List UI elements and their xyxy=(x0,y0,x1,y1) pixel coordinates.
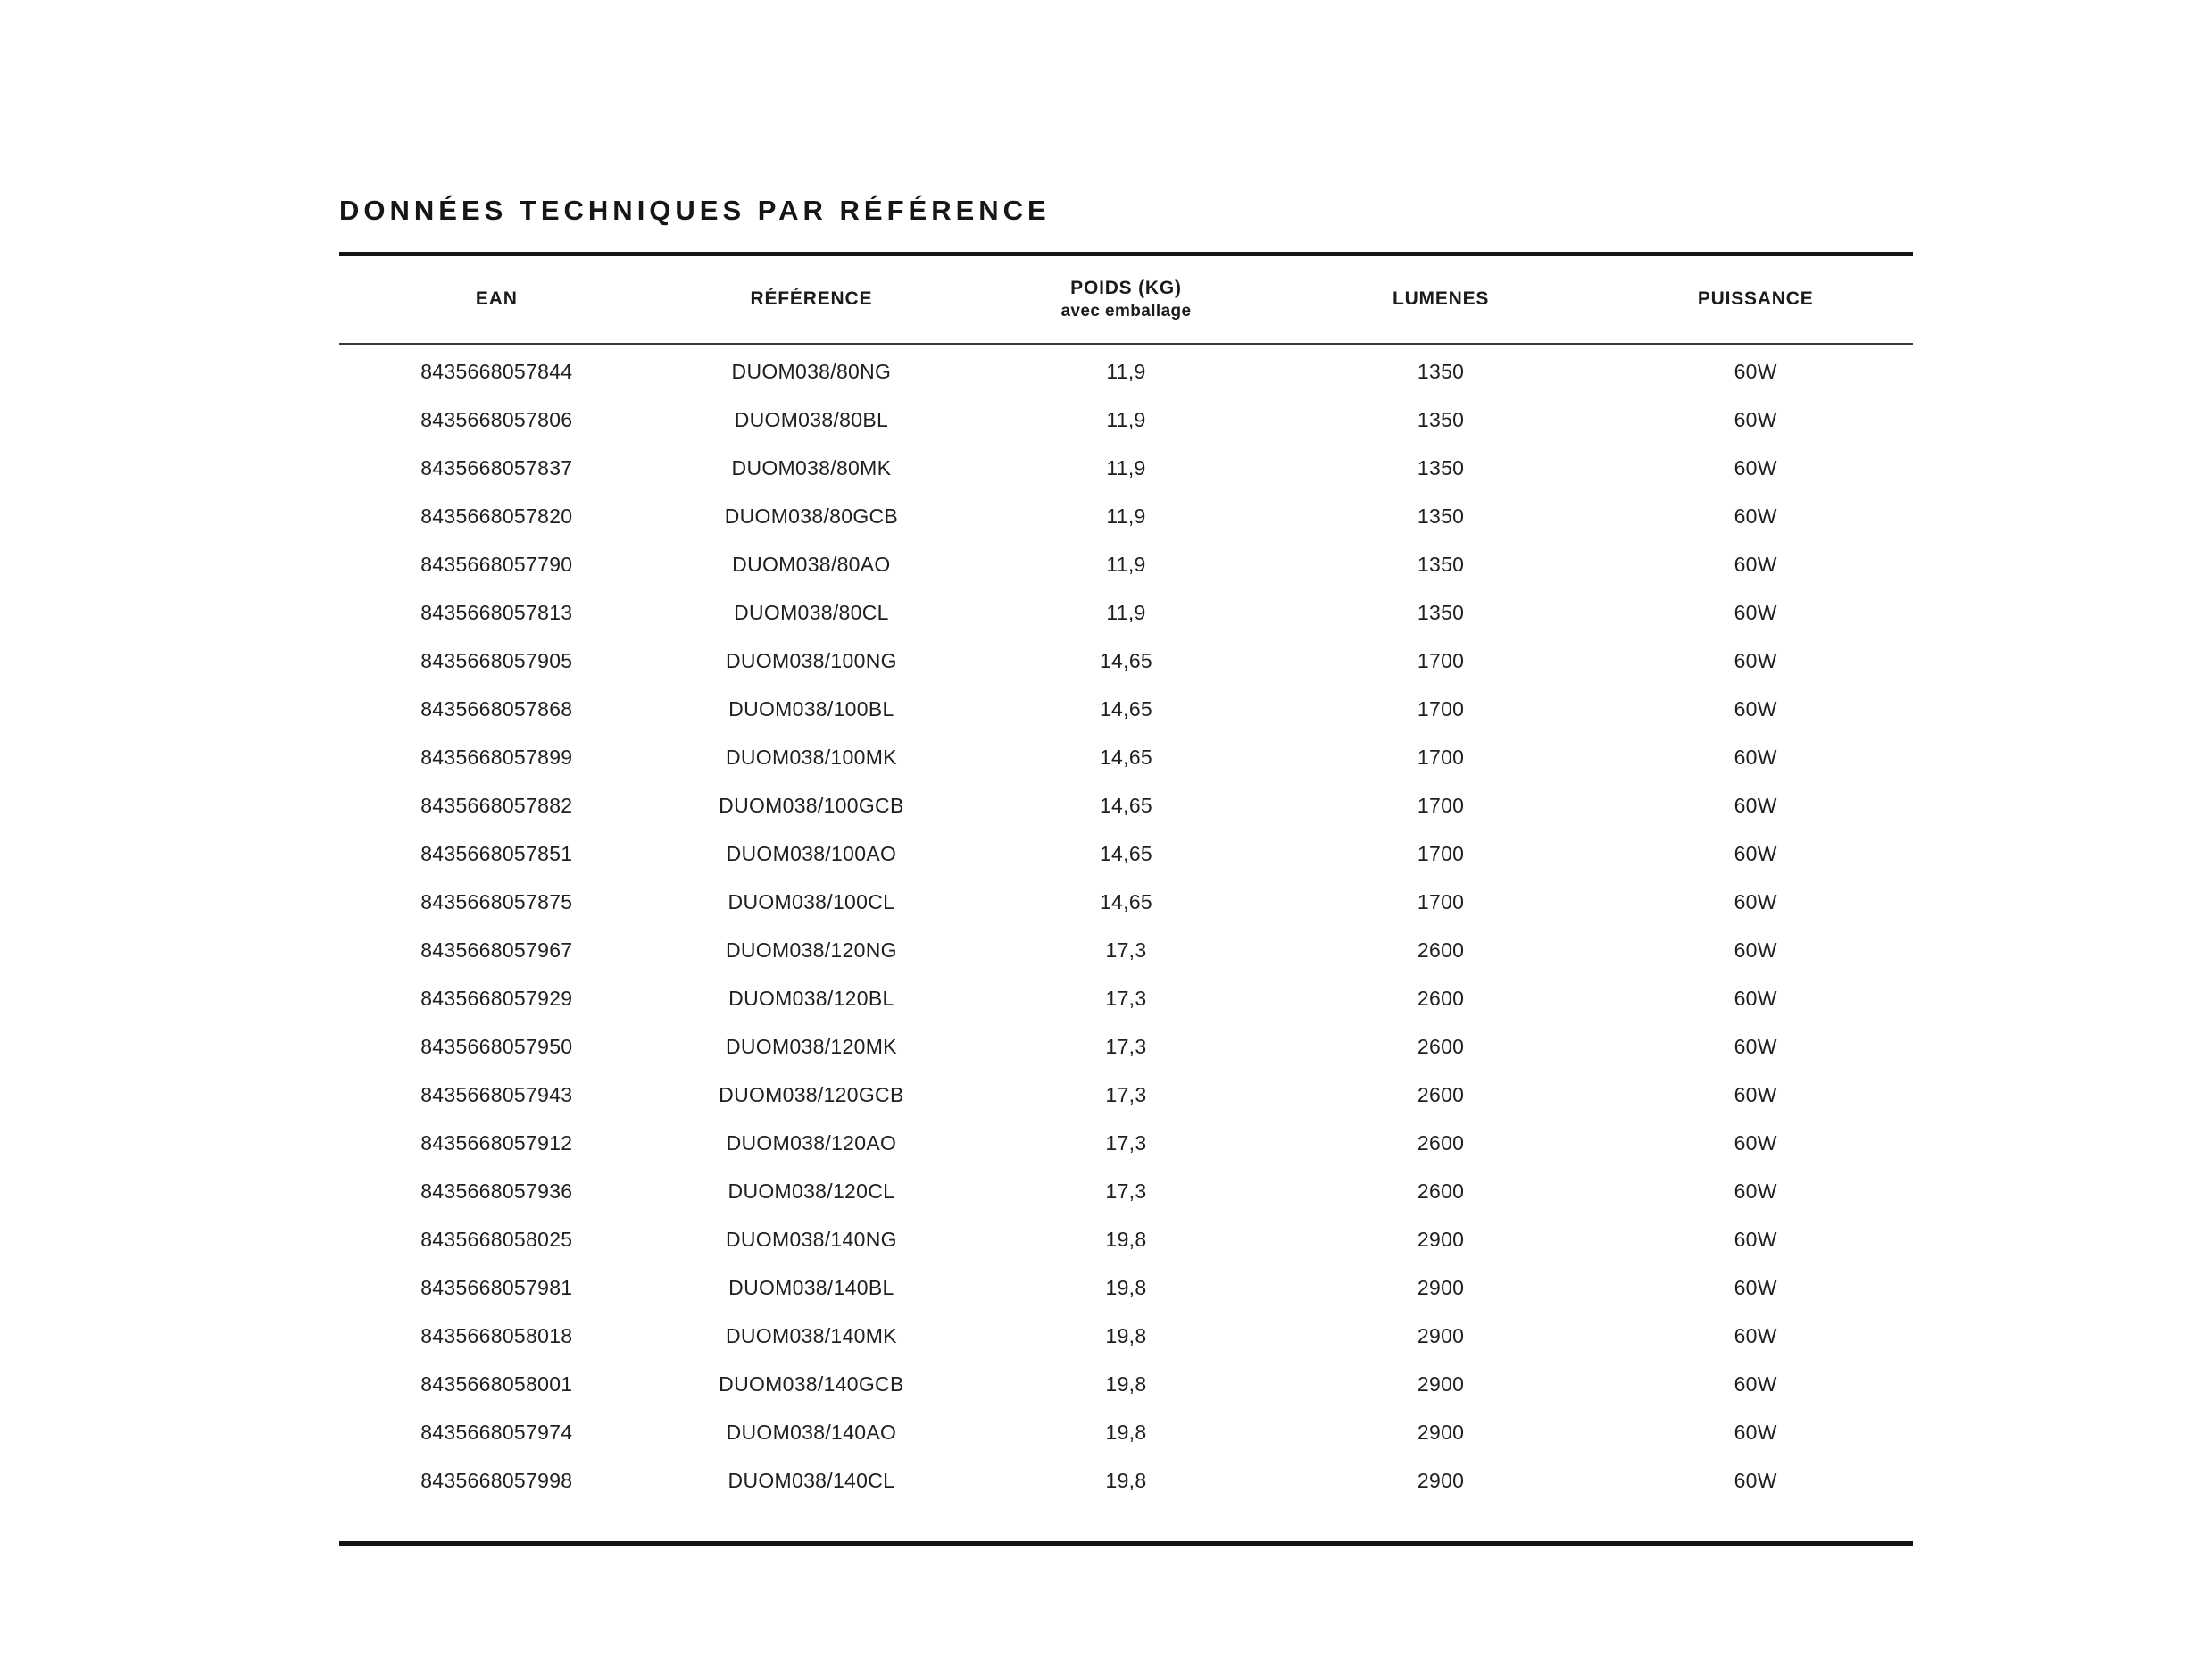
table-row xyxy=(339,974,1913,1022)
cell-lumenes: 2600 xyxy=(1417,938,1465,962)
cell-ean: 8435668057974 xyxy=(420,1420,573,1444)
table-row xyxy=(339,830,1913,878)
cell-ean: 8435668057882 xyxy=(420,793,573,817)
column-header-reference: RÉFÉRENCE xyxy=(654,254,969,344)
cell-poids: 11,9 xyxy=(1106,504,1146,528)
cell-puissance: 60W xyxy=(1734,841,1777,865)
cell-puissance: 60W xyxy=(1734,986,1777,1010)
cell-ean: 8435668057813 xyxy=(420,600,573,624)
cell-poids: 11,9 xyxy=(1106,455,1146,479)
cell-puissance: 60W xyxy=(1734,1468,1777,1492)
cell-puissance: 60W xyxy=(1734,1371,1777,1396)
cell-ean: 8435668057905 xyxy=(420,648,573,672)
cell-poids: 11,9 xyxy=(1106,359,1146,383)
cell-lumenes: 1350 xyxy=(1417,455,1465,479)
cell-puissance: 60W xyxy=(1734,600,1777,624)
cell-ean: 8435668057950 xyxy=(420,1034,573,1058)
table-row xyxy=(339,540,1913,588)
cell-ean: 8435668058001 xyxy=(420,1371,573,1396)
cell-puissance: 60W xyxy=(1734,889,1777,913)
cell-reference: DUOM038/80AO xyxy=(732,552,891,576)
table-row xyxy=(339,1167,1913,1215)
table-row xyxy=(339,1360,1913,1408)
cell-puissance: 60W xyxy=(1734,1420,1777,1444)
column-header-puissance: PUISSANCE xyxy=(1598,254,1913,344)
cell-puissance: 60W xyxy=(1734,455,1777,479)
cell-puissance: 60W xyxy=(1734,696,1777,721)
table-row xyxy=(339,588,1913,637)
cell-lumenes: 1350 xyxy=(1417,552,1465,576)
cell-lumenes: 2900 xyxy=(1417,1275,1465,1299)
cell-reference: DUOM038/100NG xyxy=(725,648,897,672)
cell-poids: 19,8 xyxy=(1105,1468,1147,1492)
column-header-poids-sub: avec emballage xyxy=(1060,301,1192,321)
cell-poids: 11,9 xyxy=(1106,600,1146,624)
cell-puissance: 60W xyxy=(1734,504,1777,528)
cell-reference: DUOM038/140BL xyxy=(728,1275,894,1299)
table-section xyxy=(339,195,1913,1546)
table-row xyxy=(339,1215,1913,1263)
cell-reference: DUOM038/140GCB xyxy=(719,1371,904,1396)
cell-lumenes: 2600 xyxy=(1417,986,1465,1010)
cell-ean: 8435668057912 xyxy=(420,1130,573,1155)
cell-reference: DUOM038/120NG xyxy=(725,938,897,962)
cell-puissance: 60W xyxy=(1734,1082,1777,1106)
cell-lumenes: 1700 xyxy=(1417,648,1465,672)
column-header-ean: EAN xyxy=(339,254,654,344)
table-row xyxy=(339,1071,1913,1119)
cell-lumenes: 1700 xyxy=(1417,793,1465,817)
cell-reference: DUOM038/80MK xyxy=(731,455,892,479)
cell-lumenes: 1350 xyxy=(1417,504,1465,528)
cell-poids: 14,65 xyxy=(1099,841,1153,865)
table-header-row xyxy=(339,254,1913,344)
cell-lumenes: 1350 xyxy=(1417,600,1465,624)
cell-lumenes: 2900 xyxy=(1417,1227,1465,1251)
column-header-lumenes: LUMENES xyxy=(1284,254,1599,344)
cell-lumenes: 2600 xyxy=(1417,1130,1465,1155)
cell-ean: 8435668057875 xyxy=(420,889,573,913)
cell-lumenes: 1700 xyxy=(1417,696,1465,721)
cell-reference: DUOM038/120GCB xyxy=(719,1082,904,1106)
cell-poids: 11,9 xyxy=(1106,407,1146,431)
cell-puissance: 60W xyxy=(1734,552,1777,576)
cell-ean: 8435668057936 xyxy=(420,1179,573,1203)
cell-lumenes: 1350 xyxy=(1417,359,1465,383)
table-row xyxy=(339,492,1913,540)
table-row xyxy=(339,637,1913,685)
cell-ean: 8435668057929 xyxy=(420,986,573,1010)
cell-puissance: 60W xyxy=(1734,407,1777,431)
table-row xyxy=(339,1119,1913,1167)
cell-reference: DUOM038/120CL xyxy=(728,1179,895,1203)
cell-poids: 19,8 xyxy=(1105,1275,1147,1299)
table-row xyxy=(339,1456,1913,1543)
cell-ean: 8435668057868 xyxy=(420,696,573,721)
cell-puissance: 60W xyxy=(1734,648,1777,672)
cell-poids: 19,8 xyxy=(1105,1227,1147,1251)
cell-reference: DUOM038/100MK xyxy=(725,745,897,769)
cell-puissance: 60W xyxy=(1734,745,1777,769)
cell-reference: DUOM038/140CL xyxy=(728,1468,895,1492)
cell-reference: DUOM038/140MK xyxy=(725,1323,897,1347)
cell-lumenes: 2900 xyxy=(1417,1371,1465,1396)
cell-puissance: 60W xyxy=(1734,1179,1777,1203)
cell-poids: 19,8 xyxy=(1105,1323,1147,1347)
cell-ean: 8435668057820 xyxy=(420,504,573,528)
table-head xyxy=(339,254,1913,344)
table-row xyxy=(339,344,1913,396)
cell-reference: DUOM038/80GCB xyxy=(724,504,899,528)
cell-lumenes: 1700 xyxy=(1417,745,1465,769)
cell-lumenes: 1700 xyxy=(1417,889,1465,913)
cell-ean: 8435668057790 xyxy=(420,552,573,576)
cell-poids: 17,3 xyxy=(1105,1179,1147,1203)
cell-poids: 14,65 xyxy=(1099,745,1153,769)
cell-ean: 8435668057851 xyxy=(420,841,573,865)
cell-reference: DUOM038/80CL xyxy=(734,600,889,624)
cell-reference: DUOM038/140AO xyxy=(726,1420,897,1444)
cell-lumenes: 2600 xyxy=(1417,1082,1465,1106)
cell-ean: 8435668057998 xyxy=(420,1468,573,1492)
cell-poids: 14,65 xyxy=(1099,696,1153,721)
table-row xyxy=(339,396,1913,444)
cell-reference: DUOM038/100AO xyxy=(726,841,897,865)
table-row xyxy=(339,1022,1913,1071)
cell-lumenes: 2600 xyxy=(1417,1179,1465,1203)
cell-puissance: 60W xyxy=(1734,359,1777,383)
table-row xyxy=(339,1408,1913,1456)
cell-lumenes: 2900 xyxy=(1417,1323,1465,1347)
cell-lumenes: 2900 xyxy=(1417,1468,1465,1492)
table-row xyxy=(339,926,1913,974)
cell-reference: DUOM038/120MK xyxy=(725,1034,897,1058)
cell-reference: DUOM038/80BL xyxy=(734,407,889,431)
cell-lumenes: 2600 xyxy=(1417,1034,1465,1058)
cell-ean: 8435668057837 xyxy=(420,455,573,479)
cell-poids: 17,3 xyxy=(1105,938,1147,962)
cell-puissance: 60W xyxy=(1734,938,1777,962)
cell-puissance: 60W xyxy=(1734,1227,1777,1251)
cell-reference: DUOM038/120AO xyxy=(726,1130,897,1155)
cell-ean: 8435668057899 xyxy=(420,745,573,769)
cell-lumenes: 2900 xyxy=(1417,1420,1465,1444)
cell-poids: 14,65 xyxy=(1099,793,1153,817)
table-row xyxy=(339,444,1913,492)
cell-ean: 8435668058025 xyxy=(420,1227,573,1251)
cell-lumenes: 1700 xyxy=(1417,841,1465,865)
table-row xyxy=(339,878,1913,926)
cell-poids: 19,8 xyxy=(1105,1420,1147,1444)
cell-reference: DUOM038/80NG xyxy=(731,359,892,383)
cell-poids: 19,8 xyxy=(1105,1371,1147,1396)
cell-ean: 8435668057806 xyxy=(420,407,573,431)
table-row xyxy=(339,781,1913,830)
table-body xyxy=(339,344,1913,1544)
table-row xyxy=(339,685,1913,733)
column-header-poids-main: POIDS (KG) xyxy=(1070,278,1182,299)
cell-ean: 8435668057967 xyxy=(420,938,573,962)
page-title: DONNÉES TECHNIQUES PAR RÉFÉRENCE xyxy=(339,195,1051,226)
cell-poids: 17,3 xyxy=(1105,1082,1147,1106)
cell-reference: DUOM038/100CL xyxy=(728,889,895,913)
cell-ean: 8435668058018 xyxy=(420,1323,573,1347)
cell-poids: 17,3 xyxy=(1105,1130,1147,1155)
cell-poids: 14,65 xyxy=(1099,889,1153,913)
column-header-poids xyxy=(969,254,1284,344)
cell-puissance: 60W xyxy=(1734,1034,1777,1058)
cell-ean: 8435668057844 xyxy=(420,359,573,383)
cell-reference: DUOM038/140NG xyxy=(725,1227,897,1251)
cell-reference: DUOM038/100GCB xyxy=(719,793,904,817)
cell-reference: DUOM038/120BL xyxy=(728,986,894,1010)
cell-poids: 14,65 xyxy=(1099,648,1153,672)
cell-ean: 8435668057943 xyxy=(420,1082,573,1106)
cell-puissance: 60W xyxy=(1734,1323,1777,1347)
cell-puissance: 60W xyxy=(1734,1130,1777,1155)
table-row xyxy=(339,733,1913,781)
table-row xyxy=(339,1312,1913,1360)
cell-poids: 11,9 xyxy=(1106,552,1146,576)
cell-ean: 8435668057981 xyxy=(420,1275,573,1299)
cell-poids: 17,3 xyxy=(1105,986,1147,1010)
cell-lumenes: 1350 xyxy=(1417,407,1465,431)
cell-poids: 17,3 xyxy=(1105,1034,1147,1058)
cell-puissance: 60W xyxy=(1734,793,1777,817)
table-row xyxy=(339,1263,1913,1312)
technical-data-table xyxy=(339,252,1913,1546)
cell-reference: DUOM038/100BL xyxy=(728,696,894,721)
cell-puissance: 60W xyxy=(1734,1275,1777,1299)
